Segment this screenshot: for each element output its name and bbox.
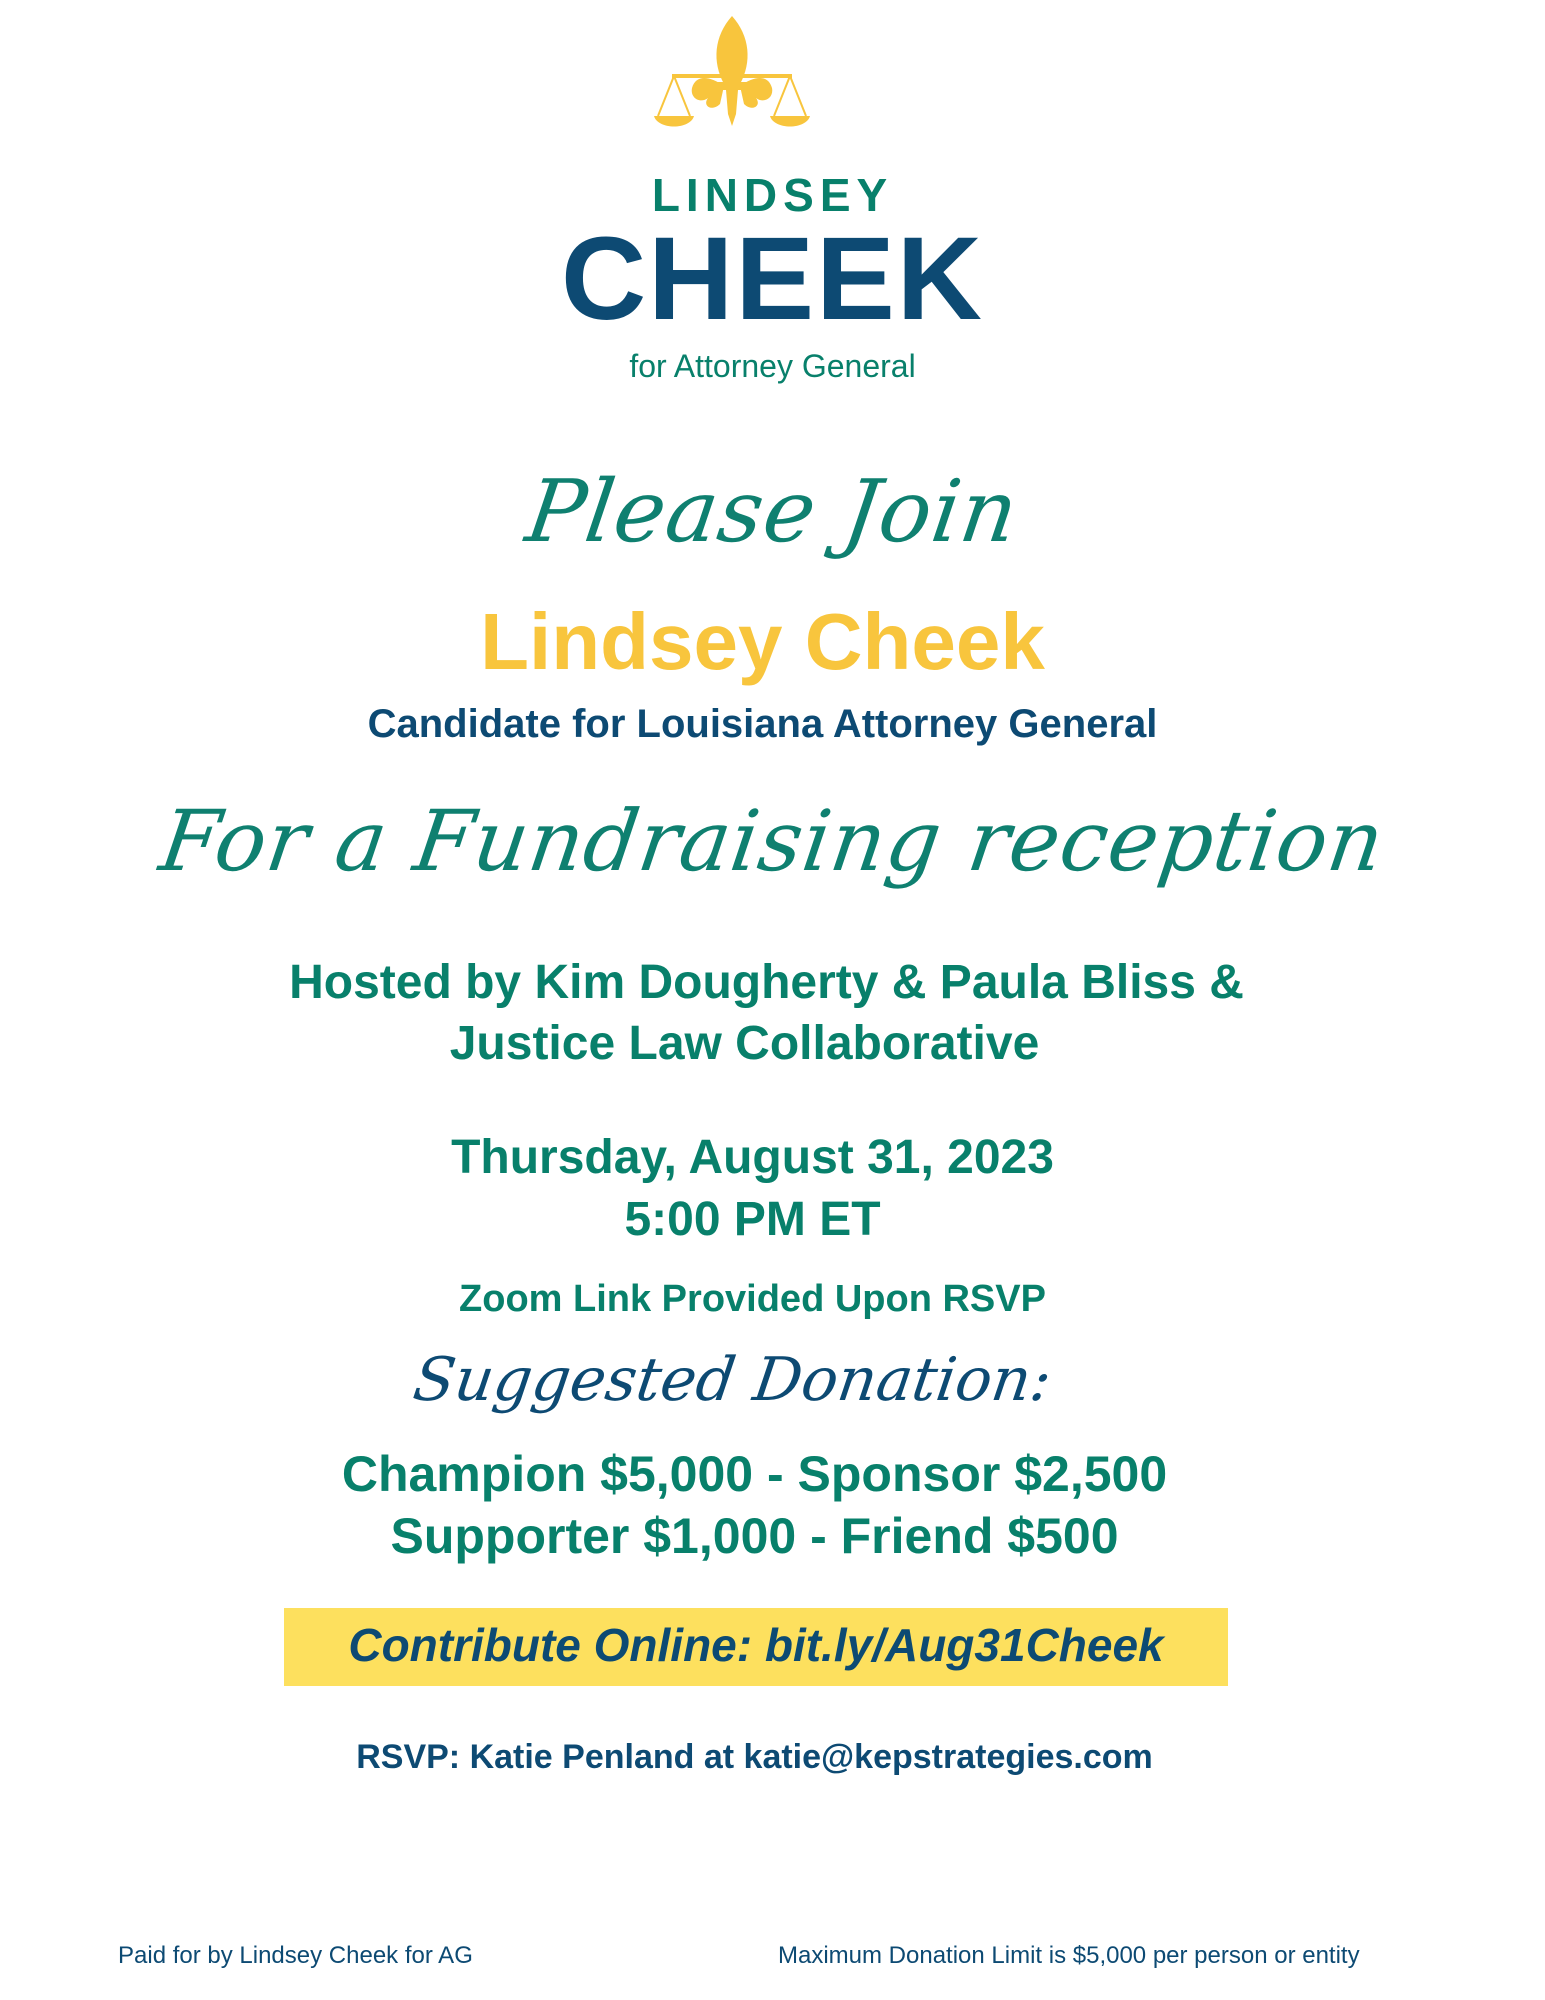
logo-last-name: CHEEK — [560, 213, 985, 345]
candidate-name: Lindsey Cheek — [480, 597, 1045, 686]
logo-first-name: LINDSEY — [651, 169, 894, 221]
hosts-line-1: Hosted by Kim Dougherty & Paula Bliss & — [289, 956, 1244, 1009]
donation-tiers-line-1: Champion $5,000 - Sponsor $2,500 — [341, 1446, 1168, 1502]
paid-for-by-disclaimer: Paid for by Lindsey Cheek for AG — [118, 1942, 473, 1969]
please-join-heading: Please Join — [520, 462, 1025, 562]
event-date: Thursday, August 31, 2023 — [451, 1131, 1054, 1184]
contribute-online-link[interactable]: Contribute Online: bit.ly/Aug31Cheek — [348, 1619, 1164, 1671]
donation-limit-disclaimer: Maximum Donation Limit is $5,000 per person or entity — [778, 1942, 1360, 1969]
event-time: 5:00 PM ET — [624, 1193, 881, 1246]
rsvp-contact[interactable]: RSVP: Katie Penland at katie@kepstrategies.com — [356, 1738, 1153, 1776]
logo-subtitle: for Attorney General — [629, 348, 916, 384]
hosts-line-2: Justice Law Collaborative — [449, 1017, 1040, 1070]
zoom-note: Zoom Link Provided Upon RSVP — [459, 1278, 1046, 1320]
candidate-title: Candidate for Louisiana Attorney General — [367, 702, 1158, 746]
fleur-de-lis-scales-of-justice-icon — [652, 14, 812, 154]
event-type-heading: For a Fundraising reception — [154, 792, 1391, 890]
donation-tiers-line-2: Supporter $1,000 - Friend $500 — [390, 1508, 1119, 1564]
suggested-donation-heading: Suggested Donation: — [409, 1345, 1056, 1415]
